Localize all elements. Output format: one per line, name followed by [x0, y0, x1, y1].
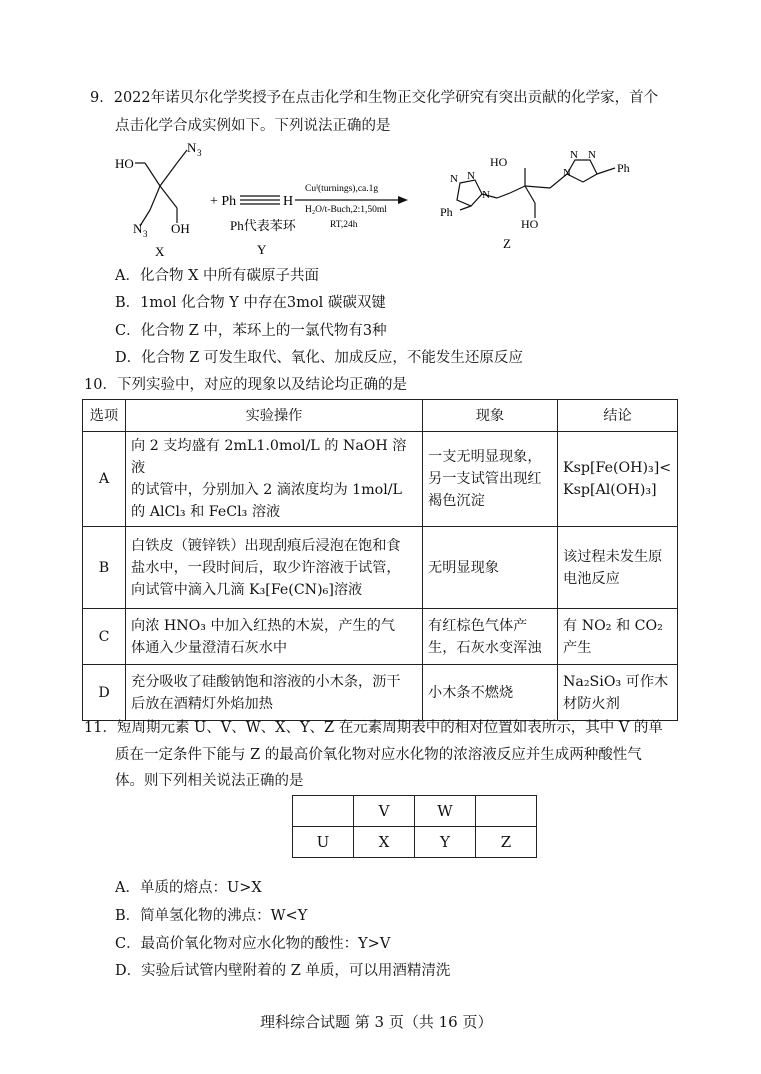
- op-line: 向试管中滴入几滴 K₃[Fe(CN)₆]溶液: [131, 581, 363, 598]
- header-operation: 实验操作: [126, 400, 423, 432]
- cell: U: [293, 827, 354, 858]
- row-option: A: [83, 432, 126, 527]
- z-compound-label: Z: [503, 236, 511, 251]
- co-line: Ksp[Al(OH)₃]: [563, 482, 657, 498]
- condition-catalyst: Cuᴵ(turnings),ca.1g: [305, 184, 379, 194]
- z-n-left-b: N: [467, 170, 475, 182]
- q9-stem-line1: 9．2022年诺贝尔化学奖授予在点击化学和生物正交化学研究有突出贡献的化学家，首个: [90, 90, 659, 106]
- x-oh-label: OH: [171, 221, 190, 236]
- co-line: 材防火剂: [563, 695, 620, 712]
- q11-option-b: B．简单氢化物的沸点：W<Y: [115, 908, 308, 924]
- ph-line: 生，石灰水变浑浊: [428, 639, 542, 656]
- co-line: Na₂SiO₃ 可作木: [563, 673, 669, 690]
- row-phenomenon: [423, 432, 558, 527]
- header-option: 选项: [83, 400, 126, 432]
- condition-time: RT,24h: [330, 220, 358, 230]
- table-row: [83, 527, 678, 609]
- cell: X: [354, 827, 415, 858]
- q9-option-c: C．化合物 Z 中，苯环上的一氯代物有3种: [115, 323, 387, 339]
- y-h-label: H: [283, 194, 294, 209]
- q11-option-c: C．最高价氧化物对应水化物的酸性：Y>V: [115, 936, 391, 952]
- q11-periodic-table: [292, 795, 537, 858]
- ph-line: 有红棕色气体产: [428, 617, 528, 634]
- co-line: Ksp[Fe(OH)₃]<: [563, 460, 672, 476]
- z-ho-top: HO: [490, 155, 508, 169]
- co-line: 该过程未发生原: [563, 548, 663, 565]
- cell: [293, 796, 354, 827]
- cell: [476, 796, 537, 827]
- row-phenomenon: [423, 527, 558, 609]
- page-footer: 理科综合试题 第 3 页（共 16 页）: [260, 1013, 493, 1031]
- cell: V: [354, 796, 415, 827]
- table-row: [83, 432, 678, 527]
- table-row: [83, 665, 678, 721]
- table-header-row: [83, 400, 678, 432]
- op-line: 充分吸收了硅酸钠饱和溶液的小木条，沥干: [131, 673, 401, 690]
- y-compound-label: Y: [257, 242, 267, 257]
- op-line: 体通入少量澄清石灰水中: [131, 639, 288, 656]
- z-ph-right: Ph: [617, 161, 630, 175]
- q9-option-d: D．化合物 Z 可发生取代、氧化、加成反应，不能发生还原反应: [115, 350, 523, 366]
- x-n3-label-a: N: [187, 140, 197, 155]
- table-row: [83, 609, 678, 665]
- row-operation: [126, 609, 423, 665]
- row-option: C: [83, 609, 126, 665]
- row-option: B: [83, 527, 126, 609]
- q11-stem-line3: 体。则下列相关说法正确的是: [115, 773, 304, 789]
- row-operation: [126, 665, 423, 721]
- x-n3-label-b: N: [133, 221, 143, 236]
- z-n-right-a: N: [570, 149, 578, 161]
- op-line: 向 2 支均盛有 2mL1.0mol/L 的 NaOH 溶液: [131, 438, 407, 476]
- op-line: 白铁皮（镀锌铁）出现刮痕后浸泡在饱和食: [131, 537, 401, 554]
- ph-line: 褐色沉淀: [428, 493, 485, 509]
- row-option: D: [83, 665, 126, 721]
- op-line: 的 AlCl₃ 和 FeCl₃ 溶液: [131, 504, 281, 520]
- ph-line: 无明显现象: [428, 559, 499, 576]
- x-ho-label: HO: [115, 156, 134, 171]
- q10-table: [82, 399, 678, 721]
- q9-reaction-scheme: [105, 138, 705, 260]
- ph-line: 一支无明显现象，: [428, 449, 542, 465]
- row-conclusion: [558, 527, 678, 609]
- x-n3-sub-b: 3: [143, 229, 148, 239]
- op-line: 向浓 HNO₃ 中加入红热的木炭，产生的气: [131, 617, 395, 634]
- cell: Y: [415, 827, 476, 858]
- cell: W: [415, 796, 476, 827]
- row-operation: [126, 527, 423, 609]
- cell: Z: [476, 827, 537, 858]
- op-line: 后放在酒精灯外焰加热: [131, 695, 273, 712]
- q11-option-d: D．实验后试管内壁附着的 Z 单质，可以用酒精清洗: [115, 963, 451, 979]
- co-line: 电池反应: [563, 570, 620, 587]
- op-line: 盐水中，一段时间后，取少许溶液于试管，: [131, 559, 401, 576]
- q11-option-a: A．单质的熔点：U>X: [115, 880, 262, 896]
- header-phenomenon: 现象: [423, 400, 558, 432]
- z-n-left-a: N: [450, 173, 458, 185]
- row-phenomenon: [423, 609, 558, 665]
- z-n-right-b: N: [588, 149, 596, 161]
- q10-stem: 10．下列实验中，对应的现象以及结论均正确的是: [84, 377, 407, 393]
- y-ph-prefix: + Ph: [210, 194, 237, 209]
- x-n3-sub-a: 3: [197, 148, 202, 158]
- ph-line: 另一支试管出现红: [428, 471, 542, 487]
- co-line: 有 NO₂ 和 CO₂: [563, 617, 663, 634]
- row-conclusion: [558, 432, 678, 527]
- z-n-left-c: N: [482, 189, 490, 201]
- q9-stem-line2: 点击化学合成实例如下。下列说法正确的是: [115, 118, 391, 134]
- z-ho-bottom: HO: [521, 217, 539, 231]
- row-conclusion: [558, 609, 678, 665]
- x-compound-label: X: [155, 244, 165, 259]
- condition-solvent: H₂O/t-Buch,2:1,50ml: [305, 205, 387, 215]
- row-conclusion: [558, 665, 678, 721]
- row-phenomenon: [423, 665, 558, 721]
- table-row: [293, 796, 537, 827]
- q9-option-b: B．1mol 化合物 Y 中存在3mol 碳碳双键: [115, 295, 386, 311]
- z-n-right-c: N: [563, 167, 571, 179]
- table-row: [293, 827, 537, 858]
- header-conclusion: 结论: [558, 400, 678, 432]
- ph-line: 小木条不燃烧: [428, 684, 514, 701]
- op-line: 的试管中，分别加入 2 滴浓度均为 1mol/L: [131, 482, 402, 498]
- row-operation: [126, 432, 423, 527]
- q11-stem-line2: 质在一定条件下能与 Z 的最高价氧化物对应水化物的浓溶液反应并生成两种酸性气: [115, 747, 642, 763]
- q9-option-a: A．化合物 X 中所有碳原子共面: [115, 268, 320, 284]
- co-line: 产生: [563, 639, 592, 656]
- z-ph-left: Ph: [440, 205, 453, 219]
- y-ph-note: Ph代表苯环: [230, 218, 296, 233]
- q11-stem-line1: 11．短周期元素 U、V、W、X、Y、Z 在元素周期表中的相对位置如表所示，其中 V 的单: [84, 720, 663, 736]
